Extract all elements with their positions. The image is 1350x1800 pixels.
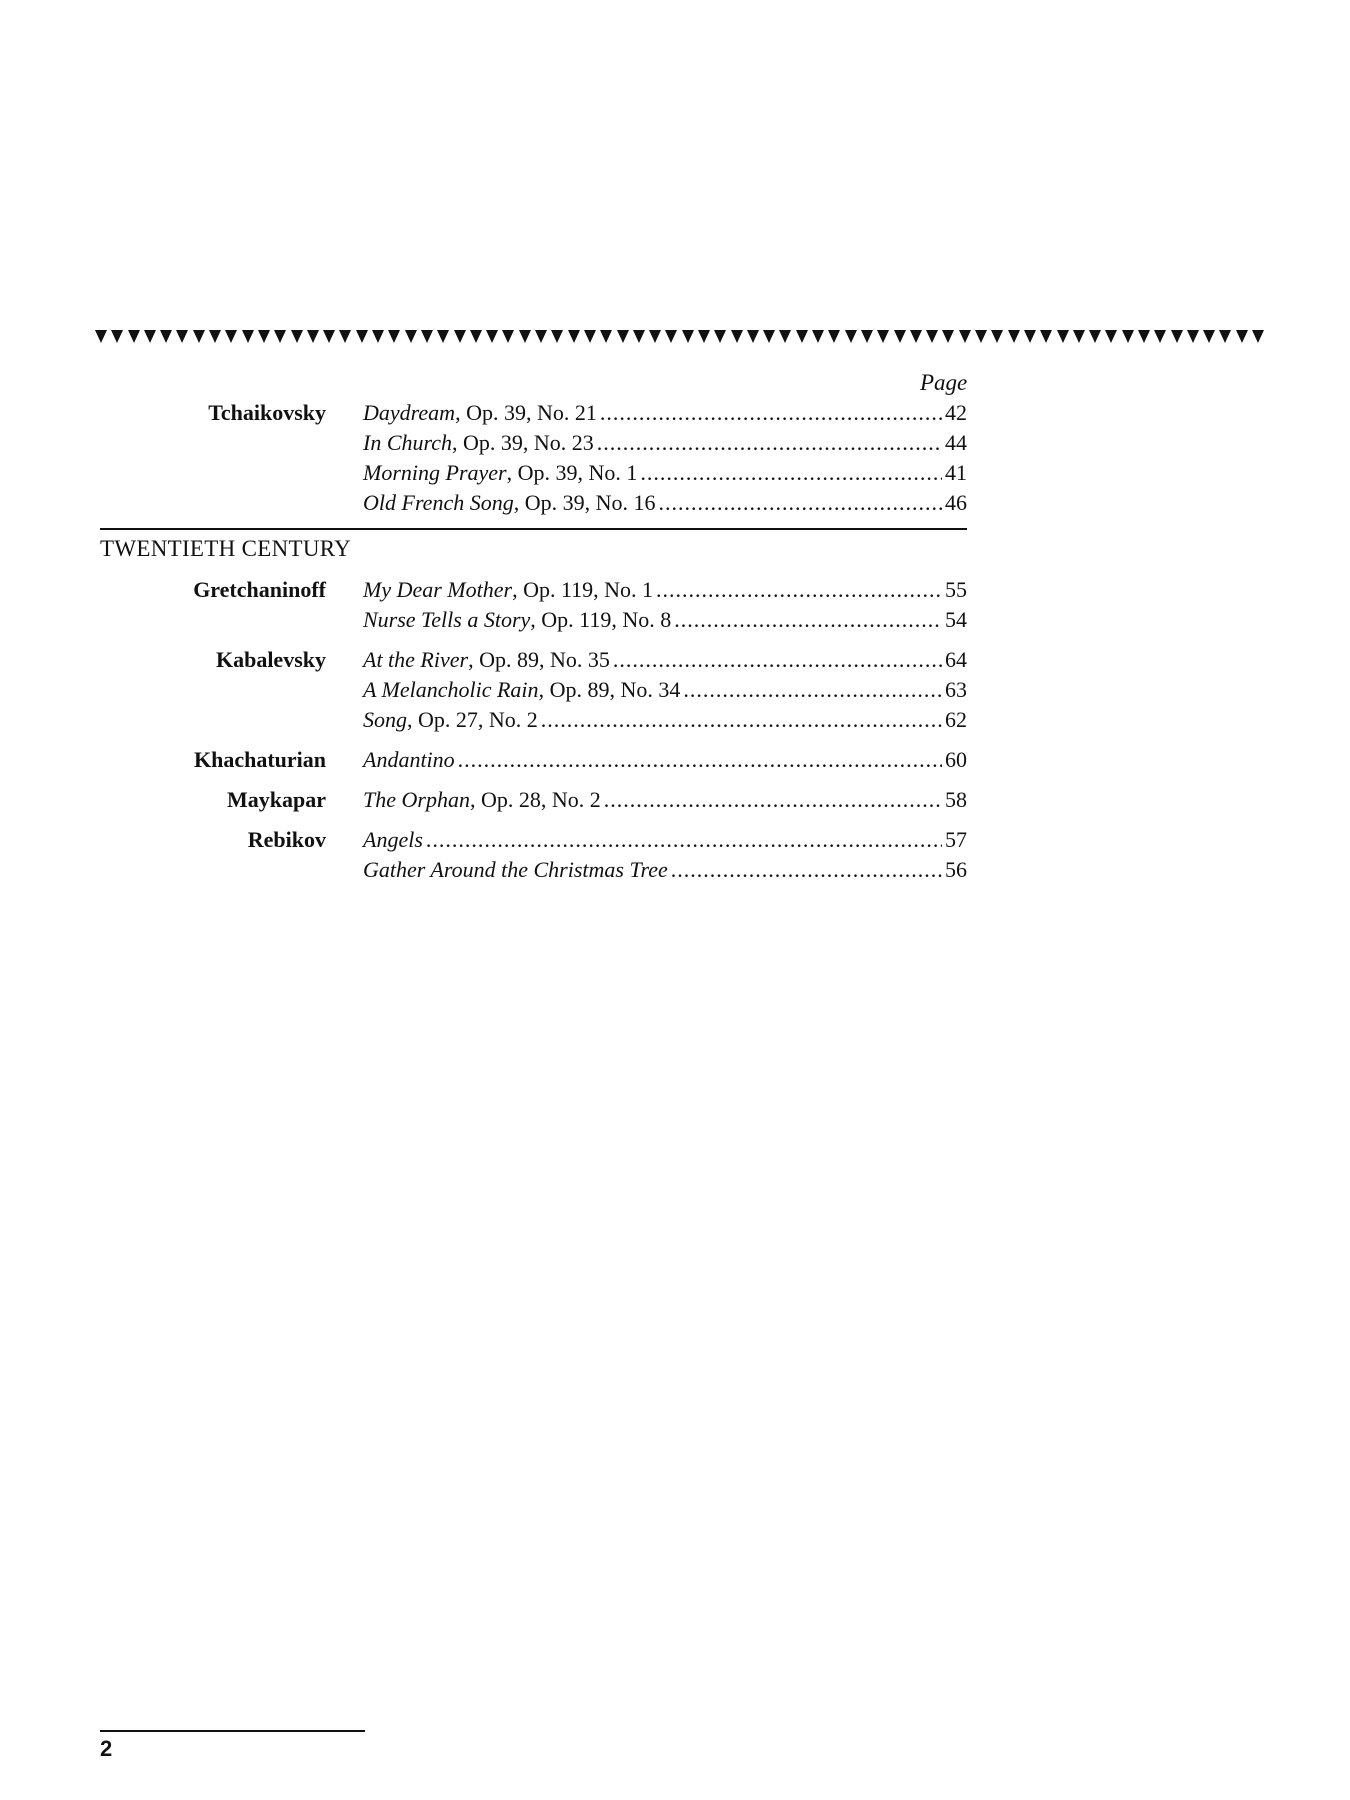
triangle-icon bbox=[339, 330, 351, 343]
triangle-icon bbox=[600, 330, 612, 343]
triangle-icon bbox=[714, 330, 726, 343]
dot-leader bbox=[613, 645, 942, 675]
triangle-icon bbox=[1089, 330, 1101, 343]
piece-title: Angels bbox=[363, 827, 423, 852]
triangle-icon bbox=[910, 330, 922, 343]
composer-name: Khachaturian bbox=[193, 747, 326, 772]
triangle-icon bbox=[470, 330, 482, 343]
triangle-icon bbox=[828, 330, 840, 343]
triangle-icon bbox=[1122, 330, 1134, 343]
footer-rule bbox=[100, 1730, 365, 1732]
opus-number: , Op. 27, No. 2 bbox=[407, 707, 538, 732]
section-divider bbox=[100, 528, 967, 530]
triangle-icon bbox=[1024, 330, 1036, 343]
triangle-icon bbox=[486, 330, 498, 343]
composer-group bbox=[0, 645, 1350, 735]
piece-title: Morning Prayer bbox=[363, 460, 507, 485]
dot-leader bbox=[683, 675, 942, 705]
dot-leader bbox=[640, 458, 942, 488]
piece-title: Nurse Tells a Story bbox=[363, 607, 531, 632]
composer-name: Gretchaninoff bbox=[193, 577, 326, 602]
opus-number: , Op. 119, No. 1 bbox=[512, 577, 654, 602]
triangle-icon bbox=[209, 330, 221, 343]
opus-number: , Op. 89, No. 34 bbox=[538, 677, 681, 702]
composer-group bbox=[0, 785, 1350, 815]
triangle-icon bbox=[307, 330, 319, 343]
piece-title: At the River bbox=[363, 647, 469, 672]
toc-entry[interactable] bbox=[363, 855, 967, 885]
dot-leader bbox=[597, 428, 942, 458]
triangle-icon bbox=[128, 330, 140, 343]
triangle-icon bbox=[1057, 330, 1069, 343]
triangle-icon bbox=[1040, 330, 1052, 343]
triangle-icon bbox=[388, 330, 400, 343]
triangle-icon bbox=[698, 330, 710, 343]
page-ref: 44 bbox=[945, 430, 967, 455]
triangle-icon bbox=[519, 330, 531, 343]
triangle-icon bbox=[1252, 330, 1264, 343]
page-ref: 58 bbox=[945, 787, 967, 812]
toc-entry[interactable] bbox=[363, 428, 967, 458]
opus-number: , Op. 39, No. 1 bbox=[506, 460, 638, 485]
dot-leader bbox=[671, 855, 942, 885]
dot-leader bbox=[426, 825, 942, 855]
piece-title: Andantino bbox=[363, 747, 455, 772]
triangle-icon bbox=[274, 330, 286, 343]
page-ref: 57 bbox=[945, 827, 967, 852]
triangle-icon bbox=[1073, 330, 1085, 343]
opus-number: , Op. 28, No. 2 bbox=[469, 787, 601, 812]
dot-leader bbox=[674, 605, 942, 635]
triangle-icon bbox=[959, 330, 971, 343]
toc-entry[interactable] bbox=[363, 458, 967, 488]
composer-group bbox=[0, 398, 1350, 518]
triangle-icon bbox=[926, 330, 938, 343]
triangle-icon bbox=[991, 330, 1003, 343]
piece-title: The Orphan bbox=[363, 787, 470, 812]
triangle-icon bbox=[763, 330, 775, 343]
triangle-icon bbox=[942, 330, 954, 343]
entry-list bbox=[363, 785, 967, 815]
composer-name: Tchaikovsky bbox=[208, 400, 326, 425]
triangle-icon bbox=[111, 330, 123, 343]
composer-group bbox=[0, 745, 1350, 775]
triangle-icon bbox=[258, 330, 270, 343]
dot-leader bbox=[458, 745, 942, 775]
page-ref: 55 bbox=[945, 577, 967, 602]
piece-title: Daydream bbox=[363, 400, 456, 425]
triangle-icon bbox=[1105, 330, 1117, 343]
triangle-icon bbox=[405, 330, 417, 343]
toc-entry[interactable] bbox=[363, 398, 967, 428]
triangle-icon bbox=[861, 330, 873, 343]
triangle-icon bbox=[649, 330, 661, 343]
triangle-icon bbox=[176, 330, 188, 343]
triangle-icon bbox=[144, 330, 156, 343]
entry-list bbox=[363, 745, 967, 775]
toc-entry[interactable] bbox=[363, 488, 967, 518]
page-number: 2 bbox=[100, 1736, 113, 1761]
entry-list bbox=[363, 825, 967, 885]
triangle-icon bbox=[437, 330, 449, 343]
page-ref: 63 bbox=[945, 677, 967, 702]
triangle-icon bbox=[1008, 330, 1020, 343]
opus-number: , Op. 119, No. 8 bbox=[530, 607, 672, 632]
triangle-icon bbox=[1187, 330, 1199, 343]
page-ref: 56 bbox=[945, 857, 967, 882]
page-ref: 42 bbox=[945, 400, 967, 425]
entry-list bbox=[363, 398, 967, 518]
triangle-icon bbox=[682, 330, 694, 343]
toc-entry[interactable] bbox=[363, 745, 967, 775]
triangle-icon bbox=[617, 330, 629, 343]
toc-entry[interactable] bbox=[363, 605, 967, 635]
page-ref: 54 bbox=[945, 607, 967, 632]
composer-name: Rebikov bbox=[247, 827, 326, 852]
triangle-icon bbox=[1171, 330, 1183, 343]
piece-title: Old French Song bbox=[363, 490, 514, 515]
triangle-icon bbox=[1154, 330, 1166, 343]
triangle-icon bbox=[1203, 330, 1215, 343]
triangle-icon bbox=[812, 330, 824, 343]
triangle-icon bbox=[975, 330, 987, 343]
piece-title: Gather Around the Christmas Tree bbox=[363, 857, 668, 882]
triangle-icon bbox=[665, 330, 677, 343]
page-ref: 60 bbox=[945, 747, 967, 772]
triangle-icon bbox=[584, 330, 596, 343]
composer-group bbox=[0, 575, 1350, 635]
toc-entry[interactable] bbox=[363, 675, 967, 705]
triangle-icon bbox=[633, 330, 645, 343]
page-ref: 62 bbox=[945, 707, 967, 732]
triangle-icon bbox=[877, 330, 889, 343]
triangle-icon bbox=[1219, 330, 1231, 343]
toc-entry[interactable] bbox=[363, 575, 967, 605]
triangle-icon bbox=[193, 330, 205, 343]
triangle-icon bbox=[225, 330, 237, 343]
piece-title: In Church bbox=[363, 430, 453, 455]
page-ref: 46 bbox=[945, 490, 967, 515]
toc-entry[interactable] bbox=[363, 645, 967, 675]
triangle-icon bbox=[242, 330, 254, 343]
triangle-icon bbox=[291, 330, 303, 343]
triangle-icon bbox=[95, 330, 107, 343]
piece-title: My Dear Mother bbox=[363, 577, 513, 602]
dot-leader bbox=[604, 785, 942, 815]
dot-leader bbox=[541, 705, 942, 735]
entry-list bbox=[363, 575, 967, 635]
dot-leader bbox=[659, 488, 943, 518]
triangle-icon bbox=[796, 330, 808, 343]
triangle-icon bbox=[421, 330, 433, 343]
triangle-icon bbox=[747, 330, 759, 343]
triangle-icon bbox=[551, 330, 563, 343]
toc-section-romantic bbox=[0, 398, 1350, 518]
opus-number: , Op. 89, No. 35 bbox=[468, 647, 610, 672]
page-ref: 41 bbox=[945, 460, 967, 485]
triangle-icon bbox=[323, 330, 335, 343]
page-column-label: Page bbox=[920, 370, 968, 395]
composer-group bbox=[0, 825, 1350, 885]
toc-entry[interactable] bbox=[363, 705, 967, 735]
triangle-icon bbox=[356, 330, 368, 343]
triangle-icon bbox=[1236, 330, 1248, 343]
toc-section-twentieth-century bbox=[0, 575, 1350, 885]
triangle-icon bbox=[502, 330, 514, 343]
triangle-icon bbox=[894, 330, 906, 343]
composer-name: Maykapar bbox=[227, 787, 326, 812]
dot-leader bbox=[600, 398, 942, 428]
dot-leader bbox=[656, 575, 942, 605]
toc-entry[interactable] bbox=[363, 825, 967, 855]
triangle-icon bbox=[731, 330, 743, 343]
toc-entry[interactable] bbox=[363, 785, 967, 815]
triangle-icon bbox=[372, 330, 384, 343]
section-heading: TWENTIETH CENTURY bbox=[100, 536, 352, 561]
opus-number: , Op. 39, No. 16 bbox=[513, 490, 656, 515]
piece-title: A Melancholic Rain bbox=[363, 677, 539, 702]
opus-number: , Op. 39, No. 21 bbox=[455, 400, 597, 425]
piece-title: Song bbox=[363, 707, 407, 732]
triangle-icon bbox=[779, 330, 791, 343]
opus-number: , Op. 39, No. 23 bbox=[452, 430, 594, 455]
triangle-icon bbox=[454, 330, 466, 343]
entry-list bbox=[363, 645, 967, 735]
triangle-icon bbox=[568, 330, 580, 343]
triangle-icon bbox=[160, 330, 172, 343]
composer-name: Kabalevsky bbox=[215, 647, 326, 672]
triangle-icon bbox=[535, 330, 547, 343]
triangle-ornament-border bbox=[95, 330, 1265, 346]
triangle-icon bbox=[845, 330, 857, 343]
page-ref: 64 bbox=[945, 647, 967, 672]
triangle-icon bbox=[1138, 330, 1150, 343]
